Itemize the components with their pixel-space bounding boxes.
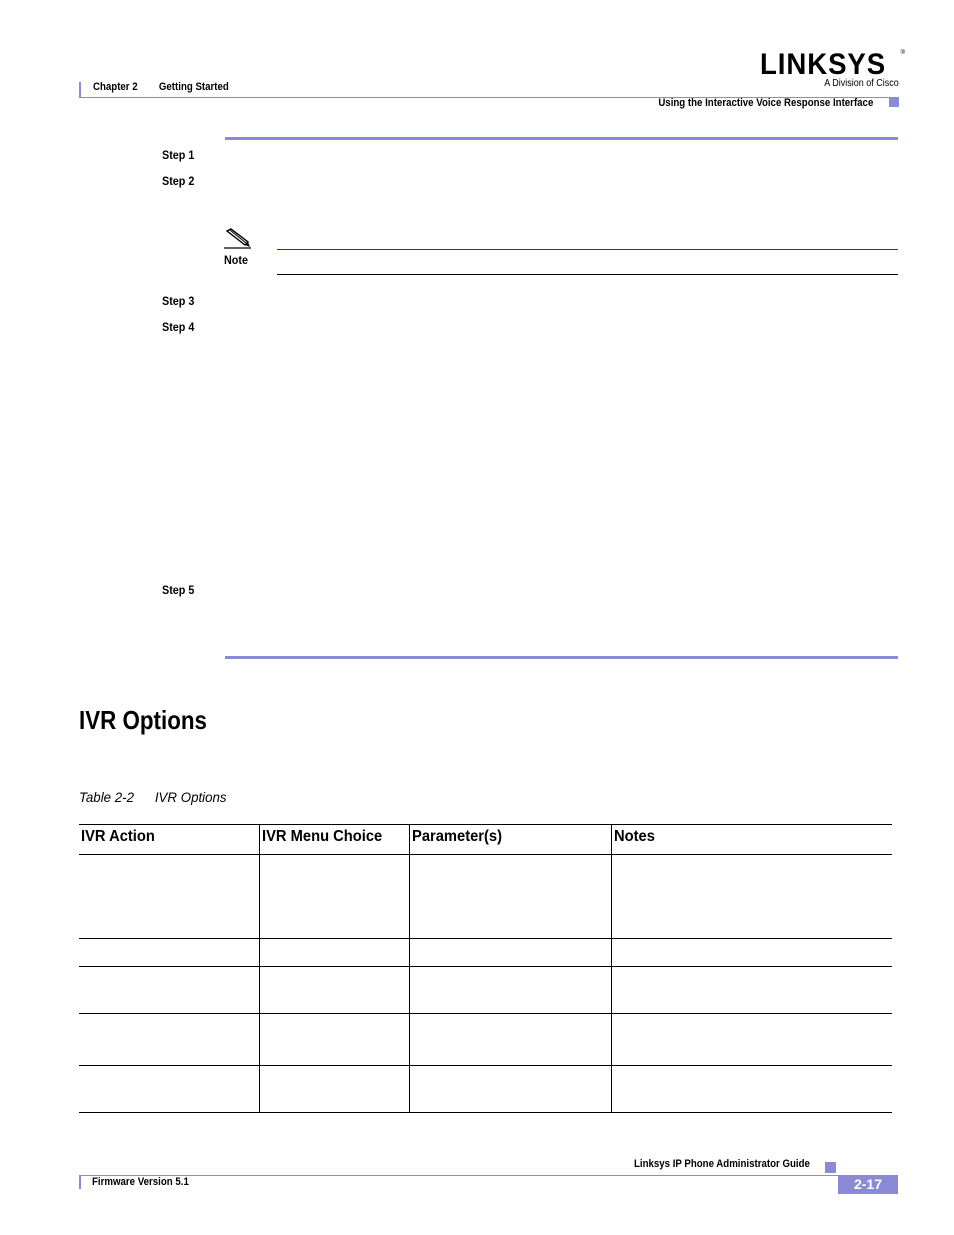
step-2-label: Step 2 bbox=[162, 174, 195, 188]
table-column-divider bbox=[259, 824, 260, 1113]
footer-firmware-version: Firmware Version 5.1 bbox=[92, 1176, 189, 1188]
table-caption-title: IVR Options bbox=[154, 789, 227, 805]
note-label: Note bbox=[224, 253, 249, 267]
chapter-title: Getting Started bbox=[158, 81, 229, 93]
section-heading: IVR Options bbox=[79, 705, 207, 735]
procedure-top-rule bbox=[225, 137, 898, 140]
note-bottom-rule bbox=[277, 274, 898, 275]
step-3-label: Step 3 bbox=[162, 294, 195, 308]
procedure-bottom-rule bbox=[225, 656, 898, 659]
pencil-note-icon bbox=[224, 228, 252, 250]
column-header-notes: Notes bbox=[614, 828, 655, 845]
step-1-label: Step 1 bbox=[162, 148, 195, 162]
logo-registered-mark: ® bbox=[900, 50, 905, 56]
table-bottom-border bbox=[79, 1112, 892, 1113]
table-row-separator bbox=[79, 1065, 892, 1066]
table-row-separator bbox=[79, 1013, 892, 1014]
footer-left-bar bbox=[79, 1175, 81, 1189]
table-column-divider bbox=[409, 824, 410, 1113]
header-square-marker bbox=[889, 97, 899, 107]
step-4-label: Step 4 bbox=[162, 320, 195, 334]
linksys-logo bbox=[760, 48, 905, 94]
column-header-parameters: Parameter(s) bbox=[412, 828, 503, 845]
table-row-separator bbox=[79, 966, 892, 967]
table-header-separator bbox=[79, 854, 892, 855]
header-section-title: Using the Interactive Voice Response Interface bbox=[657, 97, 873, 109]
table-caption-number: Table 2-2 bbox=[79, 789, 134, 805]
chapter-number: Chapter 2 bbox=[93, 81, 138, 93]
logo-subtitle: A Division of Cisco bbox=[824, 78, 899, 89]
page-number-badge: 2-17 bbox=[838, 1175, 898, 1194]
column-header-ivr-menu-choice: IVR Menu Choice bbox=[262, 828, 383, 845]
footer-square-marker bbox=[825, 1162, 836, 1173]
footer-guide-title: Linksys IP Phone Administrator Guide bbox=[634, 1158, 810, 1170]
header-left-bar bbox=[79, 82, 81, 98]
header-chapter bbox=[93, 81, 229, 93]
logo-wordmark: LINKSYS bbox=[760, 48, 887, 81]
footer-rule bbox=[79, 1175, 838, 1176]
table-column-divider bbox=[611, 824, 612, 1113]
table-caption bbox=[79, 789, 227, 805]
step-5-label: Step 5 bbox=[162, 583, 195, 597]
table-top-border bbox=[79, 824, 892, 825]
note-top-rule bbox=[277, 249, 898, 250]
table-row-separator bbox=[79, 938, 892, 939]
column-header-ivr-action: IVR Action bbox=[81, 828, 155, 845]
